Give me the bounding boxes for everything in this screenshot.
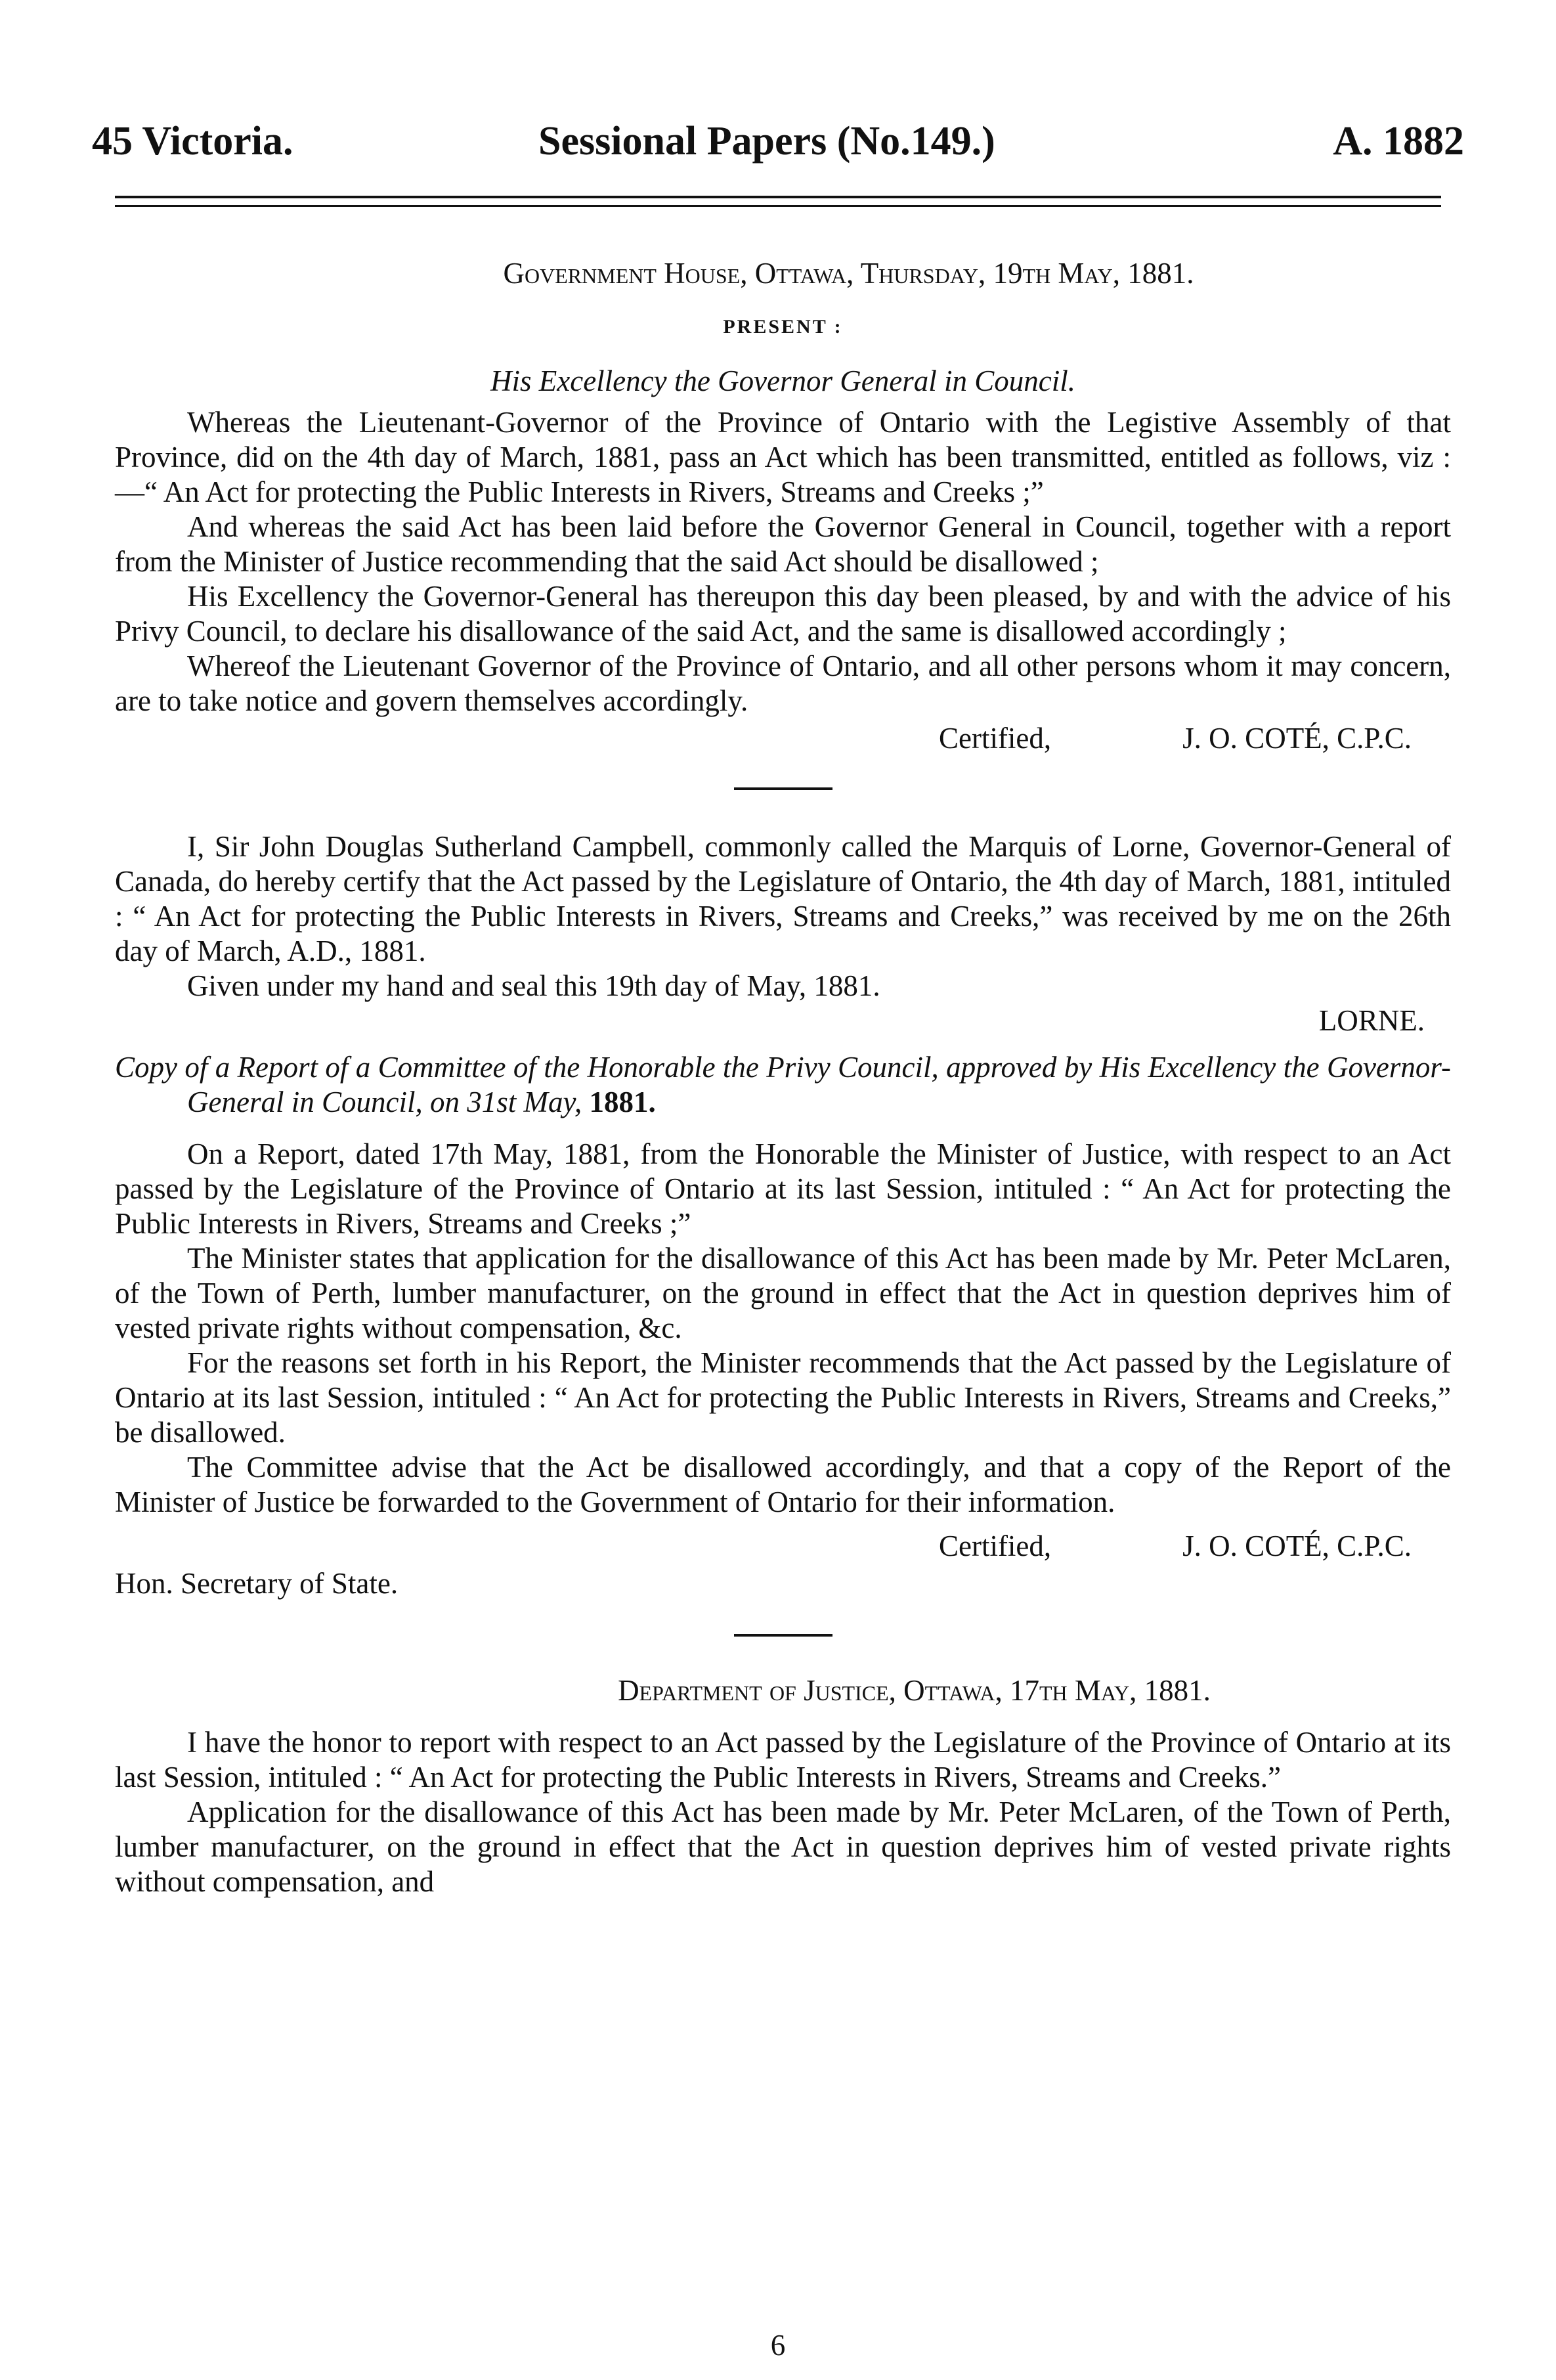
report-title-text: Copy of a Report of a Committee of the Honorable the Privy Council, approved by His Excellency the Governor-General in Council, on 31st May, xyxy=(115,1051,1451,1118)
order-paragraph: And whereas the said Act has been laid before the Governor General in Council, together with a report from the Minister of Justice recommending that the said Act should be disallowed ; xyxy=(115,510,1451,578)
council-line: His Excellency the Governor General in Council. xyxy=(490,364,1075,397)
justice-paragraph: I have the honor to report with respect to an Act passed by the Legislature of the Province of Ontario at its last Session, intituled : “ An Act for protecting the Public Interests in Rivers, Streams and Creeks.” xyxy=(115,1726,1451,1794)
report-paragraph: On a Report, dated 17th May, 1881, from the Honorable the Minister of Justice, with respect to an Act passed by the Legislature of the Province of Ontario at its last Session, intituled : “ An Act for protecting the Public Interests in Rivers, Streams and Creeks ;” xyxy=(115,1137,1451,1240)
signature-lorne: LORNE. xyxy=(1318,1004,1425,1037)
report-paragraph: The Minister states that application for the disallowance of this Act has been made by Mr. Peter McLaren, of the Town of Perth, lumber manufacturer, on the ground in effect that the Act in question deprives him of vested private rights without compensation, &c. xyxy=(115,1242,1451,1344)
document-body xyxy=(115,256,1451,1899)
order-dateline: Government House, Ottawa, Thursday, 19th May, 1881. xyxy=(503,257,1194,290)
header-rule-bottom xyxy=(115,205,1441,207)
report-paragraph: For the reasons set forth in his Report, the Minister recommends that the Act passed by the Legislature of Ontario at its last Session, intituled : “ An Act for protecting the Public Interests in Rivers, Streams and Creeks,” be disallowed. xyxy=(115,1346,1451,1449)
report-paragraph: The Committee advise that the Act be disallowed accordingly, and that a copy of the Report of the Minister of Justice be forwarded to the Government of Ontario for their information. xyxy=(115,1451,1451,1518)
certified-name: J. O. COTÉ, C.P.C. xyxy=(1182,1530,1412,1562)
addressee: Hon. Secretary of State. xyxy=(115,1567,399,1600)
order-paragraph: Whereof the Lieutenant Governor of the Province of Ontario, and all other persons whom it may concern, are to take notice and govern themselves accordingly. xyxy=(115,650,1451,717)
certified-label: Certified, xyxy=(938,722,1052,755)
header-left: 45 Victoria. xyxy=(92,119,293,164)
present-heading: PRESENT : xyxy=(723,316,843,338)
order-paragraph: His Excellency the Governor-General has thereupon this day been pleased, by and with the advice of his Privy Council, to declare his disallowance of the said Act, and the same is disallowed accordingly ; xyxy=(115,580,1451,648)
page-number: 6 xyxy=(770,2329,786,2362)
order-paragraph: Whereas the Lieutenant-Governor of the Province of Ontario with the Legistive Assembly of that Province, did on the 4th day of March, 1881, pass an Act which has been transmitted, entitled as follows, viz :—“ An Act for protecting the Public Interests in Rivers, Streams and Creeks ;” xyxy=(115,406,1451,508)
certified-label: Certified, xyxy=(938,1530,1052,1562)
header-center: Sessional Papers (No.149.) xyxy=(538,119,995,164)
order-certification xyxy=(115,721,1451,756)
header-right: A. 1882 xyxy=(1333,119,1464,164)
justice-paragraph: Application for the disallowance of this Act has been made by Mr. Peter McLaren, of the Town of Perth, lumber manufacturer, on the ground in effect that the Act in question deprives him of vested private rights without compensation, and xyxy=(115,1796,1451,1898)
header-rule-top xyxy=(115,196,1441,198)
justice-dateline: Department of Justice, Ottawa, 17th May, 1881. xyxy=(618,1674,1211,1707)
report-title xyxy=(115,1050,1451,1120)
section-divider xyxy=(734,787,832,790)
certified-name: J. O. COTÉ, C.P.C. xyxy=(1182,722,1412,755)
certificate-paragraph: I, Sir John Douglas Sutherland Campbell, commonly called the Marquis of Lorne, Governor-General of Canada, do hereby certify that the Act passed by the Legislature of Ontario, the 4th day of March, 1881, intituled : “ An Act for protecting the Public Interests in Rivers, Streams and Creeks,” was received by me on the 26th day of March, A.D., 1881. xyxy=(115,830,1451,967)
certificate-paragraph: Given under my hand and seal this 19th day of May, 1881. xyxy=(187,969,880,1002)
report-certification xyxy=(115,1529,1451,1564)
section-divider xyxy=(734,1634,832,1637)
running-header xyxy=(92,118,1464,171)
report-title-year: 1881. xyxy=(589,1086,656,1118)
